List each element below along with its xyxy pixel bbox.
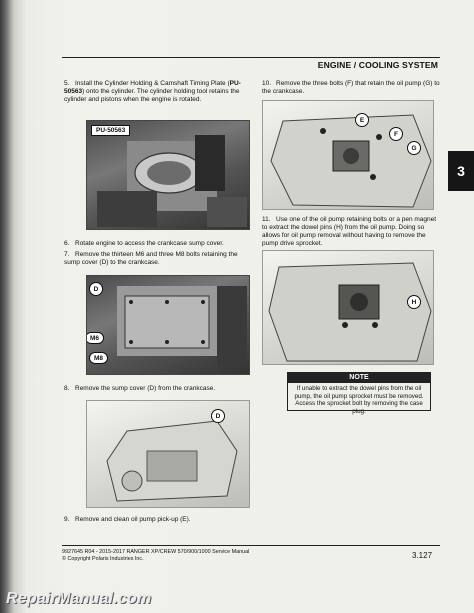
step-10 <box>262 80 440 96</box>
note-text: If unable to extract the dowel pins from the oil pump, the oil pump sprocket must be removed. Access the sprocket bolt by removing the case plug. <box>287 383 431 411</box>
step-text: Remove the three bolts (F) that retain the oil pump (G) to the crankcase. <box>262 80 440 95</box>
step-text: Install the Cylinder Holding & Camshaft Timing Plate ( <box>75 80 230 87</box>
callout-h: H <box>407 295 421 309</box>
step-5 <box>64 80 250 104</box>
callout-m8: M8 <box>89 352 108 364</box>
step-number: 6. <box>64 240 70 247</box>
watermark-text: RepairManual.com <box>6 590 152 607</box>
callout-d: D <box>89 282 103 296</box>
step-number: 10. <box>262 80 272 87</box>
step-8 <box>64 385 250 393</box>
step-number: 7. <box>64 251 70 258</box>
figure-oil-pump-bolts <box>262 100 434 210</box>
figure-dowel-pins <box>262 250 434 365</box>
engine-photo-art <box>263 251 434 365</box>
chapter-tab: 3 <box>448 151 474 191</box>
step-number: 11. <box>262 216 271 223</box>
figure-sump-cover-bolts <box>86 275 250 375</box>
step-text: Remove the sump cover (D) from the crankcase. <box>75 385 216 392</box>
step-text: Remove and clean oil pump pick-up (E). <box>75 516 191 523</box>
engine-photo-art <box>87 121 250 230</box>
step-number: 8. <box>64 385 70 392</box>
step-text: Remove the thirteen M6 and three M8 bolts retaining the sump cover (D) to the crankcase. <box>64 251 238 266</box>
step-number: 5. <box>64 80 70 87</box>
figure-sump-cover-removed <box>86 400 250 508</box>
page-number: 3.127 <box>412 551 433 560</box>
figure-cylinder-holding-tool <box>86 120 250 230</box>
footer-copyright: © Copyright Polaris Industries Inc. <box>62 556 144 562</box>
step-7 <box>64 251 250 267</box>
step-6 <box>64 240 250 248</box>
callout-e: E <box>355 113 369 127</box>
step-11 <box>262 216 440 248</box>
step-text: Rotate engine to access the crankcase sump cover. <box>75 240 224 247</box>
footer-manual-info <box>62 549 249 563</box>
callout-f: F <box>389 127 403 141</box>
note-heading: NOTE <box>287 372 431 383</box>
callout-g: G <box>407 141 421 155</box>
engine-photo-art <box>263 101 434 210</box>
callout-m6: M6 <box>86 332 104 344</box>
engine-photo-art <box>87 401 250 508</box>
tool-label: PU-50563 <box>91 125 130 136</box>
footer-rule <box>62 545 440 546</box>
section-title: ENGINE / COOLING SYSTEM <box>317 60 438 70</box>
tool-part-number: PU-50563 <box>64 80 241 95</box>
step-text: Use one of the oil pump retaining bolts or a pen magnet to extract the dowel pins (H) from the oil pump. Doing so allows for oil pump removal without having to remove the pump drive sprocket. <box>262 216 437 247</box>
step-text-cont: ) onto the cylinder. The cylinder holding tool retains the cylinder and pistons when the engine is rotated. <box>64 88 240 103</box>
step-number: 9. <box>64 516 70 523</box>
header-rule <box>62 57 440 58</box>
engine-photo-art <box>87 276 250 375</box>
footer-manual-line: 9927645 R04 - 2015-2017 RANGER XP/CREW 570/900/1000 Service Manual <box>62 549 250 555</box>
step-9 <box>64 516 250 524</box>
callout-d: D <box>211 409 225 423</box>
